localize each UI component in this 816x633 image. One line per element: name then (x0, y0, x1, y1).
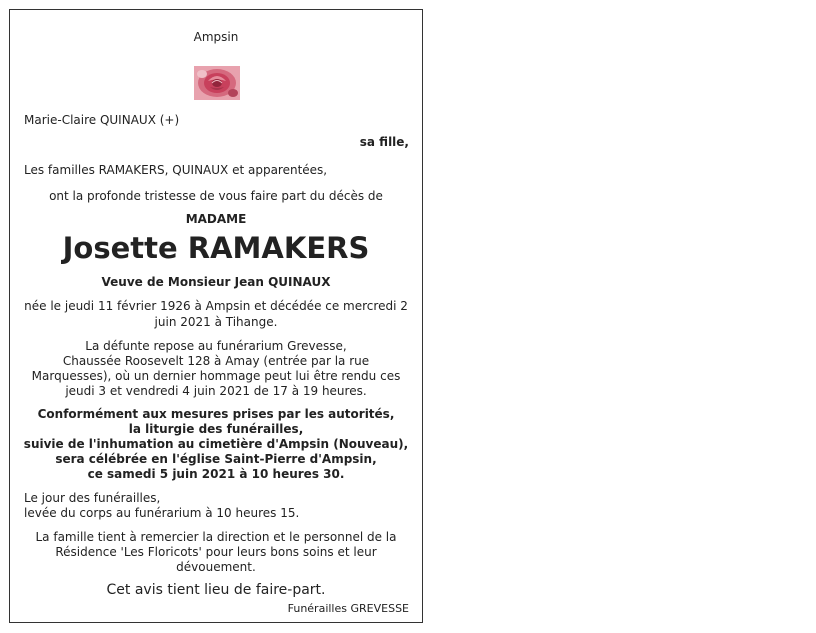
funerarium-line-1: La défunte repose au funérarium Grevesse, (85, 339, 347, 353)
funeral-day-line-2: levée du corps au funérarium à 10 heures 15. (24, 506, 300, 520)
death-notice-card (9, 9, 423, 623)
birth-death-line-1: née le jeudi 11 février 1926 à Ampsin et décédée ce mercredi 2 (24, 299, 408, 313)
rose-icon (194, 66, 240, 100)
place-heading: Ampsin (193, 30, 239, 44)
funeral-day-line-1: Le jour des funérailles, (24, 491, 161, 505)
closing-line: Cet avis tient lieu de faire-part. (106, 582, 326, 598)
thanks-line-2: Résidence 'Les Floricots' pour leurs bons soins et leur (55, 545, 377, 559)
birth-death-line-2: juin 2021 à Tihange. (154, 315, 278, 329)
title-madame: MADAME (185, 212, 247, 226)
intro-line: ont la profonde tristesse de vous faire part du décès de (49, 189, 383, 203)
ceremony-line-5: ce samedi 5 juin 2021 à 10 heures 30. (87, 467, 345, 481)
relative-role: sa fille, (359, 135, 409, 149)
funerarium-line-4: jeudi 3 et vendredi 4 juin 2021 de 17 à 19 heures. (65, 384, 367, 398)
funerarium-line-3: Marquesses), où un dernier hommage peut lui être rendu ces (31, 369, 401, 383)
thanks-line-3: dévouement. (176, 560, 256, 574)
relative-name: Marie-Claire QUINAUX (+) (24, 113, 180, 127)
ceremony-line-3: suivie de l'inhumation au cimetière d'Ampsin (Nouveau), (23, 437, 409, 451)
funerarium-line-2: Chaussée Roosevelt 128 à Amay (entrée par la rue (62, 354, 370, 368)
rose-image (194, 66, 240, 100)
ceremony-line-2: la liturgie des funérailles, (128, 422, 304, 436)
thanks-line-1: La famille tient à remercier la direction et le personnel de la (35, 530, 397, 544)
funeral-home-signature: Funérailles GREVESSE (287, 602, 409, 615)
deceased-name: Josette RAMAKERS (62, 231, 370, 265)
ceremony-line-4: sera célébrée en l'église Saint-Pierre d'Ampsin, (55, 452, 377, 466)
ceremony-line-1: Conformément aux mesures prises par les autorités, (37, 407, 395, 421)
families-line: Les familles RAMAKERS, QUINAUX et apparentées, (24, 163, 328, 177)
widow-of-line: Veuve de Monsieur Jean QUINAUX (101, 275, 331, 289)
